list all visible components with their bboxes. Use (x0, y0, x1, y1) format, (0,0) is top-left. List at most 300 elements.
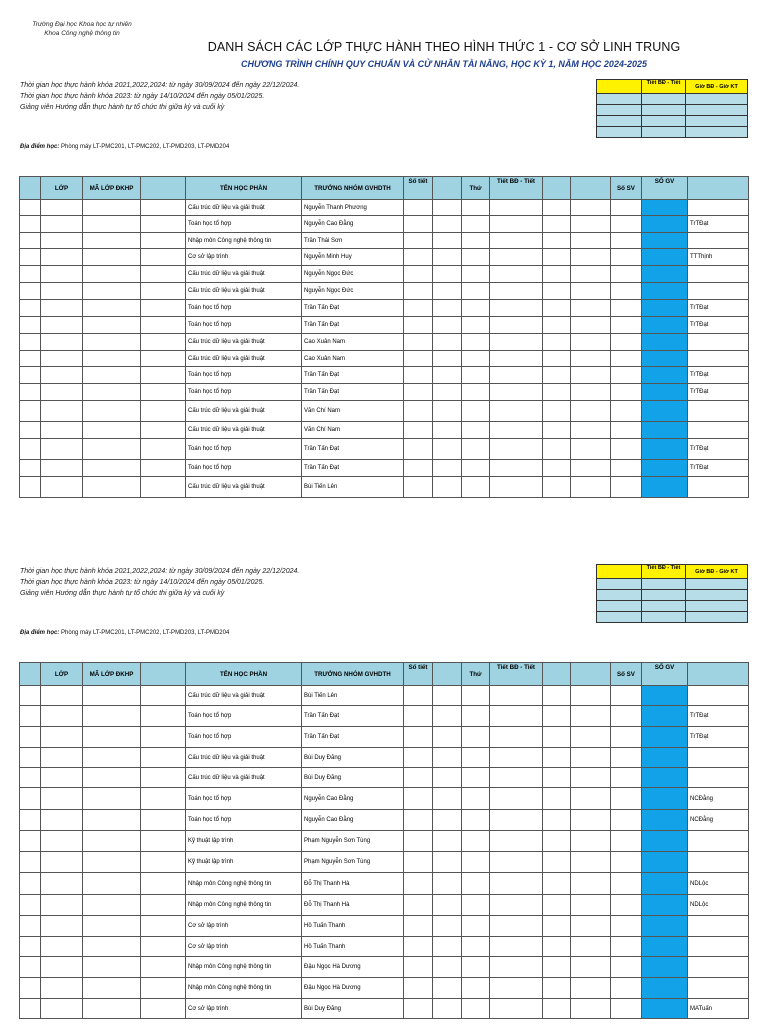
table-cell[interactable] (433, 351, 462, 367)
table-cell[interactable] (611, 351, 642, 367)
table-cell[interactable] (41, 895, 83, 916)
table-cell[interactable] (404, 937, 433, 957)
course-name-cell[interactable]: Cấu trúc dữ liệu và giải thuật (186, 401, 302, 422)
instructor-count-cell[interactable] (642, 200, 688, 216)
group-lead-cell[interactable]: Hồ Tuấn Thanh (302, 937, 404, 957)
table-cell[interactable] (20, 768, 41, 788)
table-cell[interactable] (41, 216, 83, 233)
instructor-count-cell[interactable] (642, 283, 688, 300)
table-cell[interactable] (611, 873, 642, 895)
table-cell[interactable] (611, 916, 642, 937)
table-cell[interactable] (20, 895, 41, 916)
table-cell[interactable] (404, 873, 433, 895)
table-cell[interactable] (462, 852, 490, 873)
table-cell[interactable] (543, 317, 571, 334)
instructor-count-cell[interactable] (642, 351, 688, 367)
table-cell[interactable] (41, 727, 83, 748)
table-cell[interactable] (571, 439, 611, 460)
table-cell[interactable] (404, 748, 433, 768)
table-cell[interactable] (83, 957, 141, 978)
table-cell[interactable] (404, 957, 433, 978)
instructor-count-cell[interactable] (642, 422, 688, 439)
mini-cell[interactable] (686, 105, 748, 116)
table-cell[interactable] (462, 200, 490, 216)
table-cell[interactable] (571, 216, 611, 233)
table-cell[interactable] (404, 727, 433, 748)
table-cell[interactable] (20, 852, 41, 873)
table-cell[interactable] (611, 937, 642, 957)
table-cell[interactable] (571, 300, 611, 317)
instructor-count-cell[interactable] (642, 852, 688, 873)
table-cell[interactable] (611, 233, 642, 249)
table-cell[interactable] (462, 317, 490, 334)
group-lead-cell[interactable]: Bùi Tiến Lên (302, 477, 404, 498)
table-cell[interactable] (433, 686, 462, 706)
instructor-count-cell[interactable] (642, 216, 688, 233)
table-cell[interactable] (20, 300, 41, 317)
table-cell[interactable] (490, 317, 543, 334)
table-cell[interactable] (462, 384, 490, 401)
table-cell[interactable] (141, 460, 186, 477)
table-cell[interactable] (433, 706, 462, 727)
table-cell[interactable] (543, 916, 571, 937)
table-cell[interactable] (611, 367, 642, 384)
table-cell[interactable] (543, 401, 571, 422)
instructor-note-cell[interactable]: TrTĐạt (688, 300, 749, 317)
course-name-cell[interactable]: Nhập môn Công nghệ thông tin (186, 895, 302, 916)
table-cell[interactable] (433, 748, 462, 768)
table-cell[interactable] (83, 300, 141, 317)
table-cell[interactable] (571, 768, 611, 788)
table-cell[interactable] (141, 978, 186, 999)
table-cell[interactable] (490, 249, 543, 266)
mini-cell[interactable] (642, 94, 686, 105)
table-cell[interactable] (20, 200, 41, 216)
mini-cell[interactable] (686, 612, 748, 623)
table-cell[interactable] (41, 999, 83, 1019)
table-cell[interactable] (490, 873, 543, 895)
table-cell[interactable] (433, 384, 462, 401)
table-cell[interactable] (404, 768, 433, 788)
table-cell[interactable] (141, 422, 186, 439)
table-cell[interactable] (83, 477, 141, 498)
table-cell[interactable] (543, 384, 571, 401)
group-lead-cell[interactable]: Bùi Duy Đăng (302, 768, 404, 788)
table-cell[interactable] (41, 957, 83, 978)
table-cell[interactable] (462, 788, 490, 810)
table-cell[interactable] (571, 831, 611, 852)
table-cell[interactable] (490, 937, 543, 957)
course-name-cell[interactable]: Toán học tổ hợp (186, 727, 302, 748)
table-cell[interactable] (41, 686, 83, 706)
course-name-cell[interactable]: Nhập môn Công nghệ thông tin (186, 978, 302, 999)
table-cell[interactable] (490, 216, 543, 233)
table-cell[interactable] (543, 439, 571, 460)
table-cell[interactable] (611, 831, 642, 852)
table-cell[interactable] (490, 401, 543, 422)
mini-cell[interactable] (642, 127, 686, 138)
course-name-cell[interactable]: Kỹ thuật lập trình (186, 831, 302, 852)
table-cell[interactable] (611, 999, 642, 1019)
table-cell[interactable] (462, 916, 490, 937)
table-cell[interactable] (571, 686, 611, 706)
table-cell[interactable] (41, 439, 83, 460)
table-cell[interactable] (141, 895, 186, 916)
instructor-note-cell[interactable] (688, 351, 749, 367)
instructor-note-cell[interactable] (688, 200, 749, 216)
table-cell[interactable] (433, 873, 462, 895)
table-cell[interactable] (83, 727, 141, 748)
instructor-note-cell[interactable] (688, 422, 749, 439)
instructor-note-cell[interactable]: NCĐằng (688, 788, 749, 810)
table-cell[interactable] (83, 810, 141, 831)
table-cell[interactable] (41, 233, 83, 249)
table-cell[interactable] (543, 266, 571, 283)
table-cell[interactable] (433, 477, 462, 498)
table-cell[interactable] (571, 957, 611, 978)
course-name-cell[interactable]: Kỹ thuật lập trình (186, 852, 302, 873)
table-cell[interactable] (404, 852, 433, 873)
table-cell[interactable] (611, 460, 642, 477)
instructor-note-cell[interactable]: TrTĐạt (688, 439, 749, 460)
table-cell[interactable] (611, 788, 642, 810)
table-cell[interactable] (462, 422, 490, 439)
table-cell[interactable] (462, 367, 490, 384)
table-cell[interactable] (571, 999, 611, 1019)
group-lead-cell[interactable]: Trần Tấn Đạt (302, 727, 404, 748)
table-cell[interactable] (83, 999, 141, 1019)
table-cell[interactable] (571, 401, 611, 422)
table-cell[interactable] (404, 999, 433, 1019)
instructor-note-cell[interactable]: NDLộc (688, 895, 749, 916)
table-cell[interactable] (490, 895, 543, 916)
instructor-count-cell[interactable] (642, 978, 688, 999)
table-cell[interactable] (20, 978, 41, 999)
table-cell[interactable] (433, 233, 462, 249)
mini-cell[interactable] (597, 612, 642, 623)
table-cell[interactable] (462, 266, 490, 283)
table-cell[interactable] (571, 422, 611, 439)
table-cell[interactable] (404, 351, 433, 367)
table-cell[interactable] (20, 957, 41, 978)
instructor-count-cell[interactable] (642, 788, 688, 810)
instructor-note-cell[interactable] (688, 852, 749, 873)
table-cell[interactable] (83, 283, 141, 300)
table-cell[interactable] (490, 200, 543, 216)
table-cell[interactable] (490, 831, 543, 852)
table-cell[interactable] (404, 422, 433, 439)
table-cell[interactable] (83, 200, 141, 216)
group-lead-cell[interactable]: Nguyễn Ngọc Đức (302, 266, 404, 283)
table-cell[interactable] (141, 334, 186, 351)
table-cell[interactable] (571, 249, 611, 266)
table-cell[interactable] (543, 351, 571, 367)
table-cell[interactable] (141, 233, 186, 249)
group-lead-cell[interactable]: Trần Tấn Đạt (302, 439, 404, 460)
table-cell[interactable] (462, 937, 490, 957)
course-name-cell[interactable]: Toán học tổ hợp (186, 300, 302, 317)
group-lead-cell[interactable]: Đậu Ngọc Hà Dương (302, 978, 404, 999)
table-cell[interactable] (404, 200, 433, 216)
instructor-count-cell[interactable] (642, 768, 688, 788)
table-cell[interactable] (571, 460, 611, 477)
instructor-note-cell[interactable]: TrTĐạt (688, 216, 749, 233)
instructor-count-cell[interactable] (642, 873, 688, 895)
instructor-note-cell[interactable] (688, 283, 749, 300)
table-cell[interactable] (490, 916, 543, 937)
course-name-cell[interactable]: Cấu trúc dữ liệu và giải thuật (186, 351, 302, 367)
table-cell[interactable] (571, 233, 611, 249)
table-cell[interactable] (433, 810, 462, 831)
table-cell[interactable] (20, 873, 41, 895)
table-cell[interactable] (571, 367, 611, 384)
instructor-count-cell[interactable] (642, 706, 688, 727)
table-cell[interactable] (611, 283, 642, 300)
instructor-count-cell[interactable] (642, 384, 688, 401)
table-cell[interactable] (404, 300, 433, 317)
instructor-note-cell[interactable]: TTThịnh (688, 249, 749, 266)
table-cell[interactable] (83, 873, 141, 895)
table-cell[interactable] (611, 300, 642, 317)
table-cell[interactable] (41, 351, 83, 367)
table-cell[interactable] (20, 216, 41, 233)
instructor-note-cell[interactable] (688, 748, 749, 768)
table-cell[interactable] (20, 477, 41, 498)
table-cell[interactable] (404, 978, 433, 999)
table-cell[interactable] (433, 999, 462, 1019)
instructor-count-cell[interactable] (642, 999, 688, 1019)
instructor-note-cell[interactable] (688, 686, 749, 706)
table-cell[interactable] (611, 216, 642, 233)
table-cell[interactable] (571, 477, 611, 498)
table-cell[interactable] (20, 351, 41, 367)
table-cell[interactable] (462, 334, 490, 351)
instructor-note-cell[interactable] (688, 334, 749, 351)
instructor-note-cell[interactable] (688, 957, 749, 978)
table-cell[interactable] (83, 266, 141, 283)
table-cell[interactable] (433, 768, 462, 788)
instructor-note-cell[interactable] (688, 477, 749, 498)
instructor-count-cell[interactable] (642, 727, 688, 748)
instructor-note-cell[interactable] (688, 401, 749, 422)
group-lead-cell[interactable]: Trần Tấn Đạt (302, 367, 404, 384)
table-cell[interactable] (83, 686, 141, 706)
table-cell[interactable] (433, 852, 462, 873)
table-cell[interactable] (83, 852, 141, 873)
table-cell[interactable] (83, 706, 141, 727)
table-cell[interactable] (611, 895, 642, 916)
table-cell[interactable] (20, 460, 41, 477)
table-cell[interactable] (404, 788, 433, 810)
table-cell[interactable] (41, 266, 83, 283)
table-cell[interactable] (433, 422, 462, 439)
instructor-count-cell[interactable] (642, 916, 688, 937)
table-cell[interactable] (41, 367, 83, 384)
table-cell[interactable] (543, 249, 571, 266)
table-cell[interactable] (571, 852, 611, 873)
table-cell[interactable] (611, 727, 642, 748)
course-name-cell[interactable]: Toán học tổ hợp (186, 384, 302, 401)
mini-cell[interactable] (686, 601, 748, 612)
table-cell[interactable] (490, 422, 543, 439)
group-lead-cell[interactable]: Hồ Tuấn Thanh (302, 916, 404, 937)
table-cell[interactable] (404, 216, 433, 233)
table-cell[interactable] (543, 810, 571, 831)
table-cell[interactable] (611, 249, 642, 266)
mini-cell[interactable] (686, 116, 748, 127)
mini-cell[interactable] (597, 105, 642, 116)
course-name-cell[interactable]: Toán học tổ hợp (186, 706, 302, 727)
mini-cell[interactable] (642, 590, 686, 601)
group-lead-cell[interactable]: Nguyễn Minh Huy (302, 249, 404, 266)
table-cell[interactable] (141, 999, 186, 1019)
table-cell[interactable] (20, 249, 41, 266)
table-cell[interactable] (83, 249, 141, 266)
table-cell[interactable] (611, 266, 642, 283)
table-cell[interactable] (490, 300, 543, 317)
table-cell[interactable] (490, 384, 543, 401)
table-cell[interactable] (490, 957, 543, 978)
instructor-note-cell[interactable] (688, 266, 749, 283)
table-cell[interactable] (20, 937, 41, 957)
table-cell[interactable] (611, 317, 642, 334)
table-cell[interactable] (462, 249, 490, 266)
table-cell[interactable] (611, 422, 642, 439)
table-cell[interactable] (543, 768, 571, 788)
instructor-count-cell[interactable] (642, 937, 688, 957)
table-cell[interactable] (83, 831, 141, 852)
table-cell[interactable] (83, 916, 141, 937)
table-cell[interactable] (490, 351, 543, 367)
table-cell[interactable] (490, 978, 543, 999)
table-cell[interactable] (462, 439, 490, 460)
table-cell[interactable] (141, 317, 186, 334)
table-cell[interactable] (543, 831, 571, 852)
mini-cell[interactable] (597, 116, 642, 127)
group-lead-cell[interactable]: Trần Tấn Đạt (302, 384, 404, 401)
table-cell[interactable] (462, 978, 490, 999)
table-cell[interactable] (462, 727, 490, 748)
table-cell[interactable] (490, 748, 543, 768)
table-cell[interactable] (433, 334, 462, 351)
table-cell[interactable] (141, 706, 186, 727)
table-cell[interactable] (404, 283, 433, 300)
course-name-cell[interactable]: Toán học tổ hợp (186, 460, 302, 477)
table-cell[interactable] (433, 727, 462, 748)
instructor-count-cell[interactable] (642, 300, 688, 317)
table-cell[interactable] (433, 788, 462, 810)
table-cell[interactable] (543, 233, 571, 249)
table-cell[interactable] (41, 300, 83, 317)
course-name-cell[interactable]: Toán học tổ hợp (186, 810, 302, 831)
table-cell[interactable] (141, 727, 186, 748)
mini-cell[interactable] (597, 601, 642, 612)
table-cell[interactable] (543, 367, 571, 384)
table-cell[interactable] (571, 748, 611, 768)
table-cell[interactable] (462, 706, 490, 727)
table-cell[interactable] (543, 727, 571, 748)
table-cell[interactable] (490, 686, 543, 706)
table-cell[interactable] (141, 831, 186, 852)
instructor-count-cell[interactable] (642, 810, 688, 831)
instructor-count-cell[interactable] (642, 460, 688, 477)
table-cell[interactable] (41, 916, 83, 937)
table-cell[interactable] (433, 216, 462, 233)
table-cell[interactable] (83, 439, 141, 460)
group-lead-cell[interactable]: Nguyễn Ngọc Đức (302, 283, 404, 300)
table-cell[interactable] (433, 401, 462, 422)
table-cell[interactable] (83, 401, 141, 422)
instructor-note-cell[interactable] (688, 916, 749, 937)
course-name-cell[interactable]: Toán học tổ hợp (186, 367, 302, 384)
group-lead-cell[interactable]: Phạm Nguyễn Sơn Tùng (302, 852, 404, 873)
table-cell[interactable] (571, 317, 611, 334)
table-cell[interactable] (141, 788, 186, 810)
table-cell[interactable] (543, 283, 571, 300)
table-cell[interactable] (433, 300, 462, 317)
table-cell[interactable] (462, 477, 490, 498)
instructor-count-cell[interactable] (642, 748, 688, 768)
table-cell[interactable] (141, 686, 186, 706)
table-cell[interactable] (20, 810, 41, 831)
table-cell[interactable] (404, 317, 433, 334)
course-name-cell[interactable]: Toán học tổ hợp (186, 216, 302, 233)
table-cell[interactable] (490, 768, 543, 788)
table-cell[interactable] (41, 873, 83, 895)
instructor-note-cell[interactable]: TrTĐạt (688, 367, 749, 384)
table-cell[interactable] (83, 937, 141, 957)
instructor-note-cell[interactable] (688, 978, 749, 999)
table-cell[interactable] (404, 831, 433, 852)
table-cell[interactable] (462, 810, 490, 831)
table-cell[interactable] (462, 401, 490, 422)
table-cell[interactable] (433, 266, 462, 283)
table-cell[interactable] (83, 788, 141, 810)
table-cell[interactable] (20, 266, 41, 283)
table-cell[interactable] (41, 200, 83, 216)
table-cell[interactable] (433, 957, 462, 978)
instructor-note-cell[interactable] (688, 233, 749, 249)
table-cell[interactable] (141, 748, 186, 768)
table-cell[interactable] (20, 367, 41, 384)
table-cell[interactable] (611, 200, 642, 216)
table-cell[interactable] (404, 477, 433, 498)
table-cell[interactable] (611, 686, 642, 706)
instructor-count-cell[interactable] (642, 367, 688, 384)
table-cell[interactable] (490, 788, 543, 810)
table-cell[interactable] (571, 283, 611, 300)
course-name-cell[interactable]: Nhập môn Công nghệ thông tin (186, 873, 302, 895)
table-cell[interactable] (571, 200, 611, 216)
table-cell[interactable] (490, 233, 543, 249)
table-cell[interactable] (20, 317, 41, 334)
instructor-count-cell[interactable] (642, 477, 688, 498)
course-name-cell[interactable]: Cấu trúc dữ liệu và giải thuật (186, 686, 302, 706)
table-cell[interactable] (571, 334, 611, 351)
table-cell[interactable] (611, 384, 642, 401)
table-cell[interactable] (611, 748, 642, 768)
table-cell[interactable] (543, 200, 571, 216)
instructor-count-cell[interactable] (642, 233, 688, 249)
instructor-note-cell[interactable] (688, 831, 749, 852)
instructor-count-cell[interactable] (642, 317, 688, 334)
instructor-count-cell[interactable] (642, 831, 688, 852)
table-cell[interactable] (41, 384, 83, 401)
table-cell[interactable] (543, 334, 571, 351)
mini-cell[interactable] (686, 127, 748, 138)
instructor-count-cell[interactable] (642, 401, 688, 422)
instructor-count-cell[interactable] (642, 439, 688, 460)
